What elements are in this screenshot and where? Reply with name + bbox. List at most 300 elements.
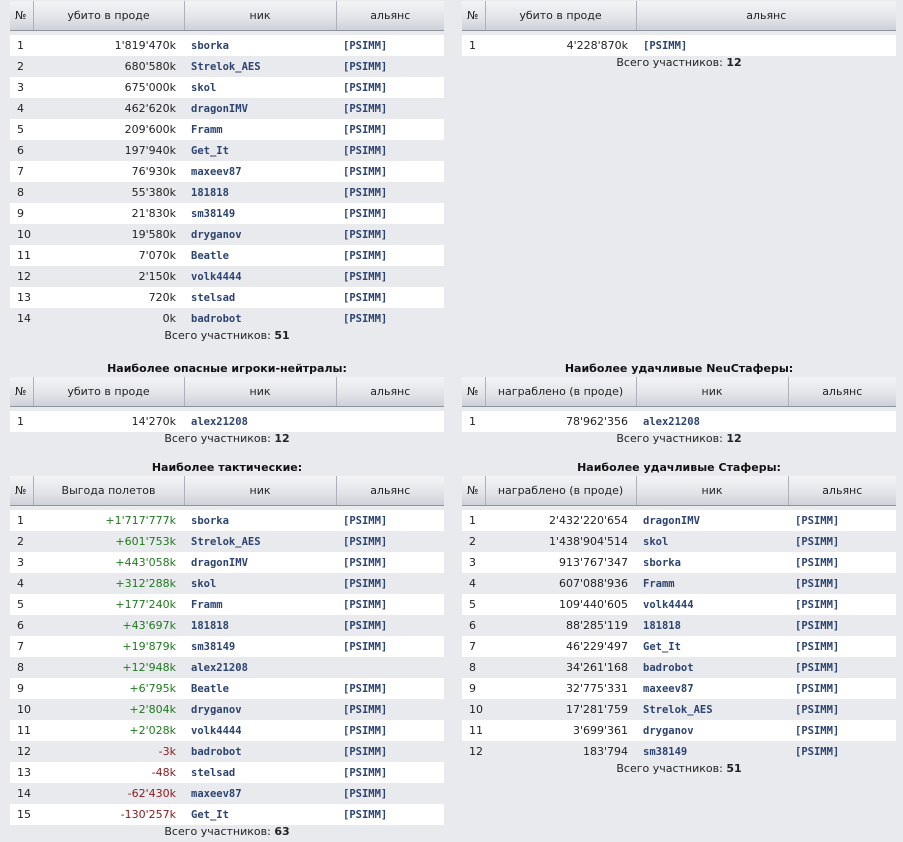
rank-cell: 9 [10, 203, 33, 224]
table-row [10, 636, 444, 657]
alliance-cell [788, 657, 896, 678]
table-row [462, 720, 896, 741]
neutrals-table [10, 377, 444, 432]
total-count: 12 [726, 432, 742, 445]
tactical-table-block [10, 460, 444, 839]
player-nick-link[interactable]: badrobot [191, 313, 242, 325]
alliance-link[interactable]: [PSIMM] [343, 229, 388, 241]
alliance-cell [788, 699, 896, 720]
player-nick-link[interactable]: sborka [643, 557, 681, 569]
alliance-link[interactable]: [PSIMM] [343, 82, 388, 94]
nick-cell [184, 699, 336, 720]
alliance-cell [336, 98, 444, 119]
alliance-cell [336, 224, 444, 245]
value-cell: +1'717'777k [33, 510, 184, 531]
value-cell: +19'879k [33, 636, 184, 657]
value-cell: 720k [33, 287, 184, 308]
alliance-cell [336, 203, 444, 224]
value-cell: 19'580k [33, 224, 184, 245]
player-nick-link[interactable]: volk4444 [643, 599, 694, 611]
value-cell: 3'699'361 [485, 720, 636, 741]
alliance-link[interactable]: [PSIMM] [343, 208, 388, 220]
alliance-link[interactable]: [PSIMM] [343, 683, 388, 695]
rank-cell: 13 [10, 762, 33, 783]
alliance-cell [336, 531, 444, 552]
table-row [462, 552, 896, 573]
alliance-link[interactable]: [PSIMM] [343, 704, 388, 716]
alliance-link[interactable]: [PSIMM] [343, 578, 388, 590]
player-nick-link[interactable]: 181818 [643, 620, 681, 632]
alliance-link[interactable]: [PSIMM] [795, 515, 840, 527]
player-nick-link[interactable]: Get_It [191, 809, 229, 821]
alliance-cell [336, 161, 444, 182]
player-nick-link[interactable]: sm38149 [643, 746, 688, 758]
player-nick-link[interactable]: dryganov [643, 725, 694, 737]
nick-cell [184, 783, 336, 804]
alliance-cell [788, 678, 896, 699]
alliance-link[interactable]: [PSIMM] [795, 662, 840, 674]
table-row [462, 510, 896, 531]
section-title-neu-stafers: Наиболее удачливые NeuСтаферы: [564, 362, 794, 375]
alliance-cell [336, 552, 444, 573]
nick-cell [184, 119, 336, 140]
alliance-link[interactable]: [PSIMM] [795, 536, 840, 548]
column-header-nick[interactable]: ник [184, 476, 336, 506]
total-label: Всего участников: [164, 329, 271, 342]
value-cell: 183'794 [485, 741, 636, 762]
player-nick-link[interactable]: Beatle [191, 683, 229, 695]
neu-stafers-table [462, 377, 896, 432]
nick-cell [184, 182, 336, 203]
player-nick-link[interactable]: 181818 [191, 620, 229, 632]
rank-cell: 1 [10, 35, 33, 56]
player-nick-link[interactable]: Beatle [191, 250, 229, 262]
nick-cell [184, 573, 336, 594]
total-count: 51 [274, 329, 290, 342]
column-header-alliance[interactable]: альянс [336, 1, 444, 31]
nick-cell [184, 224, 336, 245]
alliance-cell [336, 140, 444, 161]
player-nick-link[interactable]: Framm [191, 124, 223, 136]
rank-cell: 6 [10, 140, 33, 161]
column-header-alliance[interactable]: альянс [788, 377, 896, 407]
alliance-link[interactable]: [PSIMM] [343, 103, 388, 115]
total-participants [462, 432, 896, 446]
rank-cell: 4 [462, 573, 485, 594]
table-row [10, 140, 444, 161]
player-nick-link[interactable]: stelsad [191, 767, 236, 779]
alliance-link[interactable]: [PSIMM] [343, 313, 388, 325]
value-cell: -62'430k [33, 783, 184, 804]
alliance-cell [788, 510, 896, 531]
alliance-cell [336, 573, 444, 594]
player-nick-link[interactable]: skol [643, 536, 669, 548]
value-cell: 55'380k [33, 182, 184, 203]
tactical-table [10, 476, 444, 825]
player-nick-link[interactable]: Get_It [643, 641, 681, 653]
rank-cell: 6 [10, 615, 33, 636]
rank-cell: 14 [10, 308, 33, 329]
total-label: Всего участников: [616, 432, 723, 445]
column-header-robbed[interactable]: награблено (в проде) [485, 476, 636, 506]
rank-cell: 3 [462, 552, 485, 573]
player-nick-link[interactable]: dryganov [191, 704, 242, 716]
value-cell: 17'281'759 [485, 699, 636, 720]
alliance-link[interactable]: [PSIMM] [343, 599, 388, 611]
alliance-cell [788, 411, 896, 432]
player-nick-link[interactable]: sborka [191, 515, 229, 527]
table-row [10, 35, 444, 56]
alliance-cell [336, 699, 444, 720]
player-nick-link[interactable]: dragonIMV [191, 557, 248, 569]
column-header-alliance[interactable]: альянс [788, 476, 896, 506]
player-nick-link[interactable]: dragonIMV [643, 515, 700, 527]
nick-cell [184, 510, 336, 531]
value-cell: 680'580k [33, 56, 184, 77]
nick-cell [184, 266, 336, 287]
total-count: 12 [274, 432, 290, 445]
rank-cell: 11 [462, 720, 485, 741]
alliance-cell [336, 741, 444, 762]
player-nick-link[interactable]: Get_It [191, 145, 229, 157]
value-cell: +43'697k [33, 615, 184, 636]
alliance-link[interactable]: [PSIMM] [795, 578, 840, 590]
column-header-nick[interactable]: ник [636, 377, 788, 407]
player-nick-link[interactable]: maxeev87 [643, 683, 694, 695]
rank-cell: 5 [10, 594, 33, 615]
alliance-cell [336, 182, 444, 203]
top-alliances-table [462, 1, 896, 56]
nick-cell [636, 678, 788, 699]
value-cell: -48k [33, 762, 184, 783]
table-row [10, 510, 444, 531]
rank-cell: 4 [10, 98, 33, 119]
nick-cell [636, 594, 788, 615]
table-row [10, 245, 444, 266]
alliance-cell [336, 411, 444, 432]
alliance-link[interactable]: [PSIMM] [795, 704, 840, 716]
value-cell: 2'432'220'654 [485, 510, 636, 531]
nick-cell [636, 510, 788, 531]
column-header-nick[interactable]: ник [184, 1, 336, 31]
alliance-link[interactable]: [PSIMM] [795, 746, 840, 758]
rank-cell: 5 [10, 119, 33, 140]
section-title-neutrals: Наиболее опасные игроки-нейтралы: [107, 362, 347, 375]
rank-cell: 1 [462, 411, 485, 432]
nick-cell [636, 657, 788, 678]
table-row [10, 741, 444, 762]
value-cell: 32'775'331 [485, 678, 636, 699]
nick-cell [184, 762, 336, 783]
nick-cell [184, 741, 336, 762]
table-row [10, 224, 444, 245]
player-nick-link[interactable]: skol [191, 578, 217, 590]
table-row [10, 56, 444, 77]
alliance-link[interactable]: [PSIMM] [343, 61, 388, 73]
player-nick-link[interactable]: skol [191, 82, 217, 94]
alliance-link[interactable]: [PSIMM] [343, 515, 388, 527]
rank-cell: 7 [10, 636, 33, 657]
nick-cell [636, 720, 788, 741]
rank-cell: 3 [10, 552, 33, 573]
rank-cell: 10 [10, 224, 33, 245]
value-cell: 14'270k [33, 411, 184, 432]
rank-cell: 12 [462, 741, 485, 762]
top-players-table-block [10, 1, 444, 343]
player-nick-link[interactable]: badrobot [643, 662, 694, 674]
alliance-link[interactable]: [PSIMM] [643, 40, 688, 52]
rank-cell: 6 [462, 615, 485, 636]
player-nick-link[interactable]: stelsad [191, 292, 236, 304]
alliance-link[interactable]: [PSIMM] [795, 683, 840, 695]
value-cell: 7'070k [33, 245, 184, 266]
table-row [462, 411, 896, 432]
value-cell: 1'819'470k [33, 35, 184, 56]
value-cell: 197'940k [33, 140, 184, 161]
alliance-link[interactable]: [PSIMM] [343, 124, 388, 136]
table-row [462, 594, 896, 615]
top-alliances-table-block [462, 1, 896, 70]
nick-cell [184, 804, 336, 825]
top-players-table [10, 1, 444, 329]
total-participants [462, 762, 896, 776]
alliance-link[interactable]: [PSIMM] [343, 557, 388, 569]
alliance-cell [336, 762, 444, 783]
value-cell: 46'229'497 [485, 636, 636, 657]
nick-cell [184, 531, 336, 552]
player-nick-link[interactable]: sm38149 [191, 641, 236, 653]
rank-cell: 2 [10, 56, 33, 77]
table-row [10, 411, 444, 432]
player-nick-link[interactable]: sborka [191, 40, 229, 52]
alliance-cell [788, 594, 896, 615]
alliance-cell [336, 615, 444, 636]
rank-cell: 11 [10, 245, 33, 266]
alliance-link[interactable]: [PSIMM] [795, 725, 840, 737]
table-row [462, 573, 896, 594]
value-cell: +12'948k [33, 657, 184, 678]
value-cell: 21'830k [33, 203, 184, 224]
alliance-cell [636, 35, 896, 56]
rank-cell: 9 [462, 678, 485, 699]
player-nick-link[interactable]: dragonIMV [191, 103, 248, 115]
alliance-link[interactable]: [PSIMM] [343, 725, 388, 737]
column-header-num[interactable]: № [10, 476, 33, 506]
alliance-cell [336, 804, 444, 825]
total-participants [10, 432, 444, 446]
section-title-stafers: Наиболее удачливые Стаферы: [577, 461, 781, 474]
column-header-robbed[interactable]: награблено (в проде) [485, 377, 636, 407]
alliance-link[interactable]: [PSIMM] [795, 557, 840, 569]
alliance-link[interactable]: [PSIMM] [343, 809, 388, 821]
alliance-link[interactable]: [PSIMM] [343, 641, 388, 653]
alliance-cell [336, 35, 444, 56]
rank-cell: 12 [10, 266, 33, 287]
nick-cell [636, 531, 788, 552]
rank-cell: 1 [10, 411, 33, 432]
nick-cell [184, 552, 336, 573]
rank-cell: 1 [10, 510, 33, 531]
player-nick-link[interactable]: Framm [191, 599, 223, 611]
rank-cell: 13 [10, 287, 33, 308]
player-nick-link[interactable]: Strelok_AES [191, 536, 261, 548]
alliance-link[interactable]: [PSIMM] [343, 292, 388, 304]
column-header-alliance[interactable]: альянс [336, 377, 444, 407]
alliance-cell [788, 573, 896, 594]
rank-cell: 2 [10, 531, 33, 552]
alliance-link[interactable]: [PSIMM] [343, 166, 388, 178]
alliance-cell [788, 615, 896, 636]
player-nick-link[interactable]: dryganov [191, 229, 242, 241]
total-count: 51 [726, 762, 742, 775]
alliance-link[interactable]: [PSIMM] [343, 746, 388, 758]
column-header-num[interactable]: № [462, 476, 485, 506]
nick-cell [184, 615, 336, 636]
alliance-link[interactable]: [PSIMM] [343, 187, 388, 199]
table-row [462, 636, 896, 657]
total-label: Всего участников: [164, 825, 271, 838]
value-cell: +443'058k [33, 552, 184, 573]
alliance-cell [788, 720, 896, 741]
player-nick-link[interactable]: maxeev87 [191, 166, 242, 178]
rank-cell: 14 [10, 783, 33, 804]
neu-stafers-table-block [462, 361, 896, 446]
alliance-link[interactable]: [PSIMM] [343, 40, 388, 52]
rank-cell: 1 [462, 510, 485, 531]
table-row [10, 182, 444, 203]
player-nick-link[interactable]: volk4444 [191, 725, 242, 737]
column-header-num[interactable]: № [10, 377, 33, 407]
rank-cell: 8 [10, 182, 33, 203]
nick-cell [184, 35, 336, 56]
table-row [10, 161, 444, 182]
table-row [462, 35, 896, 56]
player-nick-link[interactable]: Strelok_AES [643, 704, 713, 716]
alliance-link[interactable]: [PSIMM] [343, 145, 388, 157]
table-row [10, 119, 444, 140]
table-row [10, 594, 444, 615]
table-row [10, 308, 444, 329]
table-row [10, 657, 444, 678]
value-cell: 88'285'119 [485, 615, 636, 636]
player-nick-link[interactable]: volk4444 [191, 271, 242, 283]
rank-cell: 7 [10, 161, 33, 182]
rank-cell: 11 [10, 720, 33, 741]
column-header-killed[interactable]: убито в проде [485, 1, 636, 31]
neutrals-table-block [10, 361, 444, 446]
total-label: Всего участников: [616, 762, 723, 775]
value-cell: 4'228'870k [485, 35, 636, 56]
table-row [10, 720, 444, 741]
value-cell: 209'600k [33, 119, 184, 140]
table-row [10, 203, 444, 224]
value-cell: 607'088'936 [485, 573, 636, 594]
alliance-link[interactable]: [PSIMM] [343, 767, 388, 779]
value-cell: -3k [33, 741, 184, 762]
nick-cell [184, 657, 336, 678]
rank-cell: 12 [10, 741, 33, 762]
alliance-link[interactable]: [PSIMM] [343, 788, 388, 800]
column-header-nick[interactable]: ник [184, 377, 336, 407]
total-label: Всего участников: [616, 56, 723, 69]
table-row [10, 287, 444, 308]
nick-cell [184, 203, 336, 224]
total-label: Всего участников: [164, 432, 271, 445]
nick-cell [636, 699, 788, 720]
column-header-num[interactable]: № [10, 1, 33, 31]
nick-cell [636, 411, 788, 432]
nick-cell [636, 552, 788, 573]
table-row [10, 699, 444, 720]
table-row [462, 699, 896, 720]
column-header-alliance[interactable]: альянс [636, 1, 896, 31]
table-row [10, 804, 444, 825]
nick-cell [184, 594, 336, 615]
nick-cell [636, 636, 788, 657]
alliance-link[interactable]: [PSIMM] [795, 641, 840, 653]
column-header-nick[interactable]: ник [636, 476, 788, 506]
value-cell: 462'620k [33, 98, 184, 119]
alliance-link[interactable]: [PSIMM] [343, 536, 388, 548]
table-row [10, 266, 444, 287]
player-nick-link[interactable]: Framm [643, 578, 675, 590]
nick-cell [184, 411, 336, 432]
player-nick-link[interactable]: Strelok_AES [191, 61, 261, 73]
alliance-link[interactable]: [PSIMM] [795, 599, 840, 611]
column-header-num[interactable]: № [462, 377, 485, 407]
column-header-killed[interactable]: убито в проде [33, 377, 184, 407]
alliance-link[interactable]: [PSIMM] [343, 250, 388, 262]
player-nick-link[interactable]: alex21208 [643, 416, 700, 428]
table-row [10, 678, 444, 699]
rank-cell: 9 [10, 678, 33, 699]
total-participants [10, 825, 444, 839]
table-row [10, 783, 444, 804]
alliance-cell [788, 552, 896, 573]
value-cell: +312'288k [33, 573, 184, 594]
value-cell: 109'440'605 [485, 594, 636, 615]
value-cell: 913'767'347 [485, 552, 636, 573]
column-header-alliance[interactable]: альянс [336, 476, 444, 506]
value-cell: 78'962'356 [485, 411, 636, 432]
alliance-link[interactable]: [PSIMM] [795, 620, 840, 632]
player-nick-link[interactable]: alex21208 [191, 662, 248, 674]
column-header-num[interactable]: № [462, 1, 485, 31]
alliance-cell [336, 678, 444, 699]
value-cell: +6'795k [33, 678, 184, 699]
value-cell: -130'257k [33, 804, 184, 825]
player-nick-link[interactable]: sm38149 [191, 208, 236, 220]
alliance-link[interactable]: [PSIMM] [343, 271, 388, 283]
table-row [10, 615, 444, 636]
table-row [10, 531, 444, 552]
nick-cell [636, 573, 788, 594]
column-header-killed[interactable]: убито в проде [33, 1, 184, 31]
column-header-benefit[interactable]: Выгода полетов [33, 476, 184, 506]
nick-cell [184, 287, 336, 308]
total-participants [462, 56, 896, 70]
alliance-cell [336, 308, 444, 329]
stafers-table [462, 476, 896, 762]
player-nick-link[interactable]: 181818 [191, 187, 229, 199]
player-nick-link[interactable]: badrobot [191, 746, 242, 758]
value-cell: +2'028k [33, 720, 184, 741]
player-nick-link[interactable]: maxeev87 [191, 788, 242, 800]
alliance-cell [336, 657, 444, 678]
table-row [10, 98, 444, 119]
player-nick-link[interactable]: alex21208 [191, 416, 248, 428]
alliance-link[interactable]: [PSIMM] [343, 620, 388, 632]
